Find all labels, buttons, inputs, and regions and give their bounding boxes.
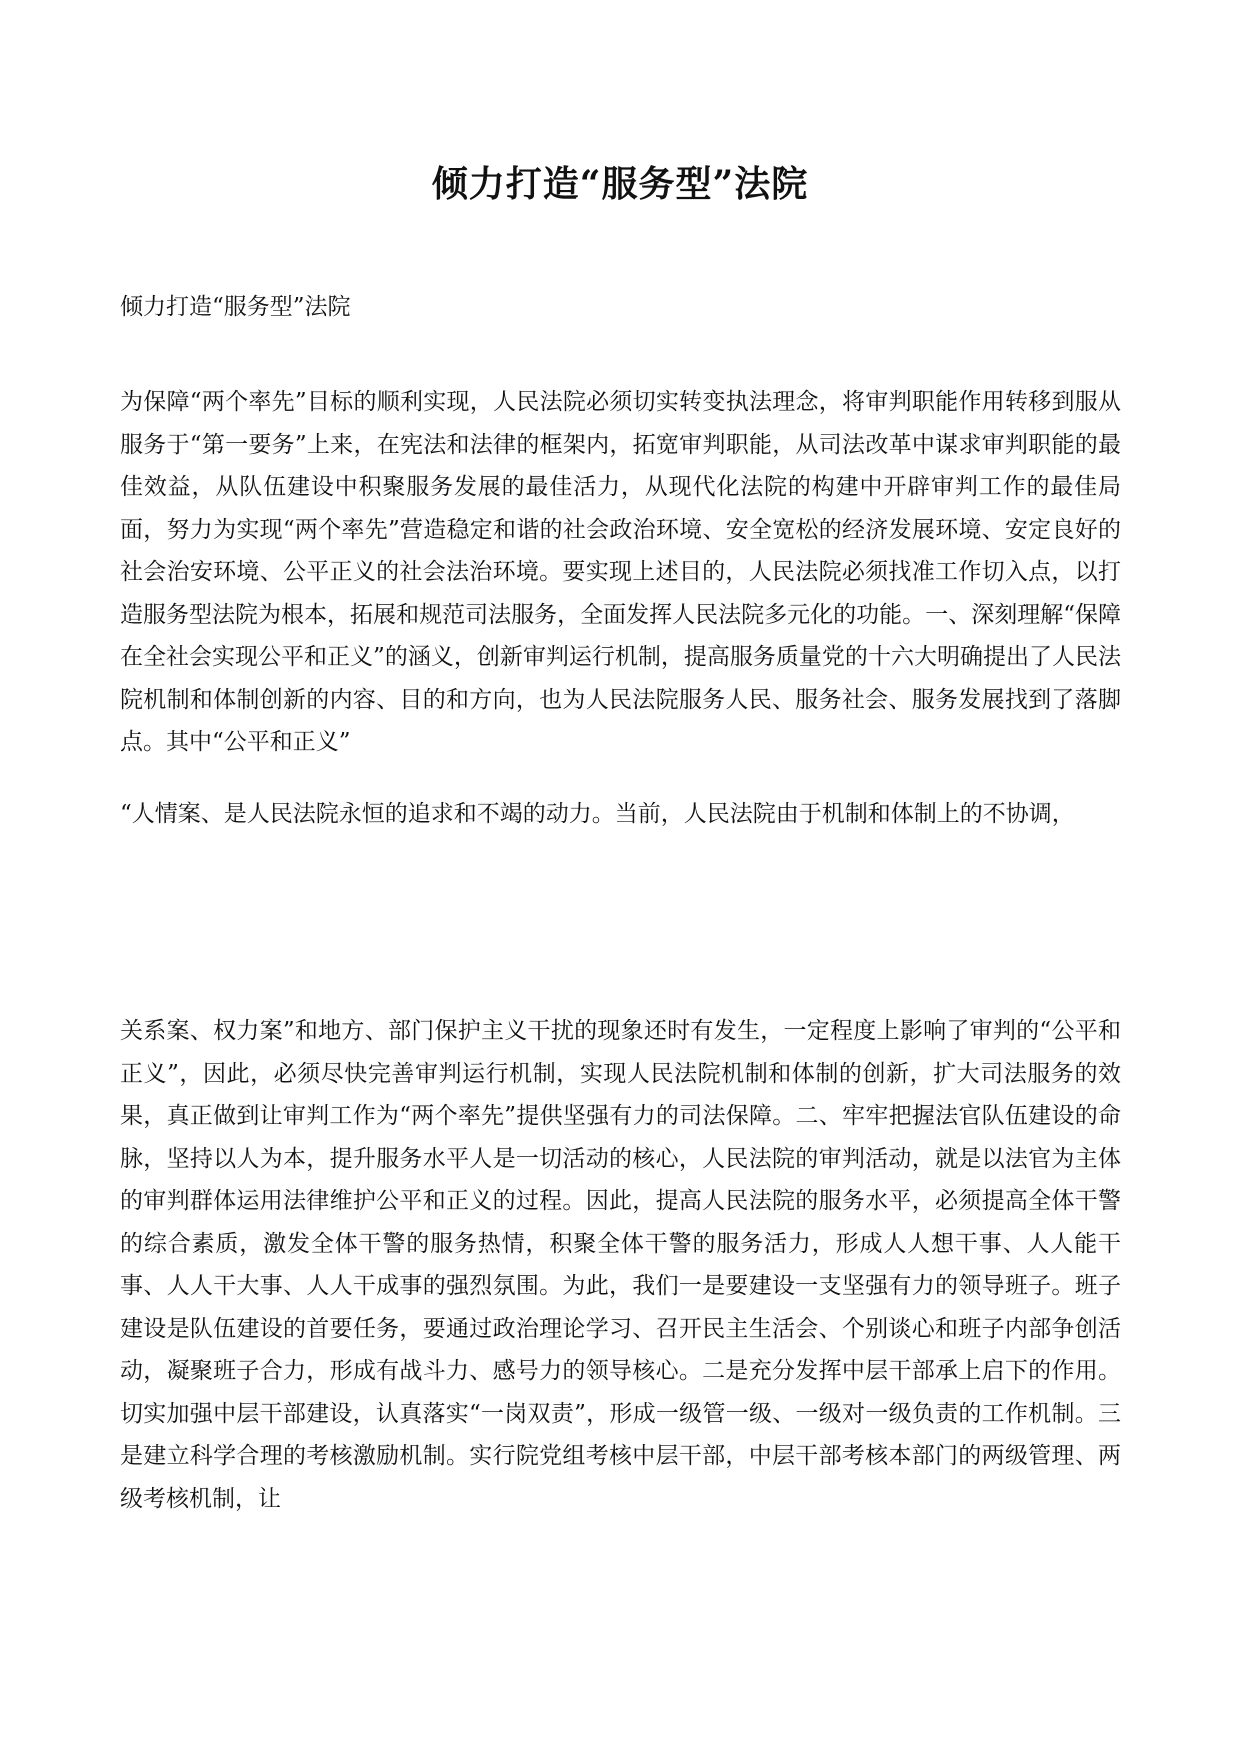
paragraph-3: 关系案、权力案”和地方、部门保护主义干扰的现象还时有发生，一定程度上影响了审判的“公平和正义”，因此，必须尽快完善审判运行机制，实现人民法院机制和体制的创新，扩大司法服务的效果，真正做到让审判工作为“两个率先”提供坚强有力的司法保障。二、牢牢把握法官队伍建设的命脉，坚持以人为本，提升服务水平人是一切活动的核心，人民法院的审判活动，就是以法官为主体的审判群体运用法律维护公平和正义的过程。因此，提高人民法院的服务水平，必须提高全体干警的综合素质，激发全体干警的服务热情，积聚全体干警的服务活力，形成人人想干事、人人能干事、人人干大事、人人干成事的强烈氛围。为此，我们一是要建设一支坚强有力的领导班子。班子建设是队伍建设的首要任务，要通过政治理论学习、召开民主生活会、个别谈心和班子内部争创活动，凝聚班子合力，形成有战斗力、感号力的领导核心。二是充分发挥中层干部承上启下的作用。切实加强中层干部建设，认真落实“一岗双责”，形成一级管一级、一级对一级负责的工作机制。三是建立科学合理的考核激励机制。实行院党组考核中层干部，中层干部考核本部门的两级管理、两级考核机制，让 [120, 1018, 1121, 1512]
paragraph-1: 为保障“两个率先”目标的顺利实现，人民法院必须切实转变执法理念，将审判职能作用转移到服从服务于“第一要务”上来，在宪法和法律的框架内，拓宽审判职能，从司法改革中谋求审判职能的最佳效益，从队伍建设中积聚服务发展的最佳活力，从现代化法院的构建中开辟审判工作的最佳局面，努力为实现“两个率先”营造稳定和谐的社会政治环境、安全宽松的经济发展环境、安定良好的社会治安环境、公平正义的社会法治环境。要实现上述目的，人民法院必须找准工作切入点，以打造服务型法院为根本，拓展和规范司法服务，全面发挥人民法院多元化的功能。一、深刻理解“保障在全社会实现公平和正义”的涵义，创新审判运行机制，提高服务质量党的十六大明确提出了人民法院机制和体制创新的内容、目的和方向，也为人民法院服务人民、服务社会、服务发展找到了落脚点。其中“公平和正义” [120, 389, 1121, 755]
document-subtitle: 倾力打造“服务型”法院 [120, 294, 351, 320]
document-title: 倾力打造“服务型”法院 [431, 163, 809, 205]
paragraph-2: “人情案、是人民法院永恒的追求和不竭的动力。当前，人民法院由于机制和体制上的不协调， [120, 801, 1075, 827]
